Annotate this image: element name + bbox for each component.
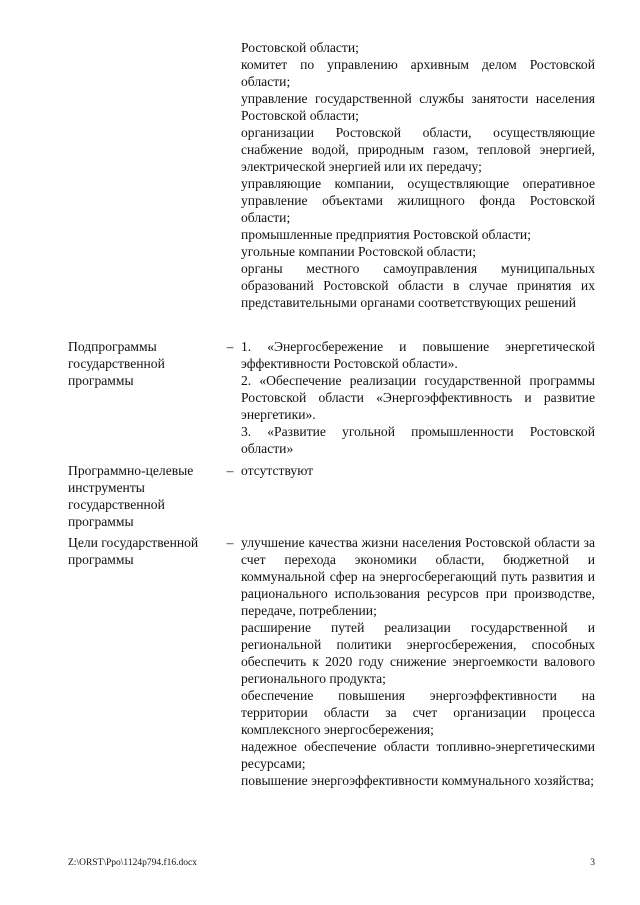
paragraph: обеспечение повышения энергоэффективности на территории области за счет организации процесса комплексного энергосбережения; — [241, 688, 595, 737]
row-content — [241, 39, 595, 311]
paragraph: 3. «Развитие угольной промышленности Ростовской области» — [241, 424, 595, 456]
paragraph: органы местного самоуправления муниципальных образований Ростовской области в случае принятия их представительными органами соответствующих решений — [241, 261, 595, 310]
paragraph: угольные компании Ростовской области; — [241, 244, 476, 259]
paragraph: организации Ростовской области, осуществляющие снабжение водой, природным газом, тепловой энергией, электрической энергией или их передачу; — [241, 125, 595, 174]
paragraph: 1. «Энергосбережение и повышение энергетической эффективности Ростовской области». — [241, 339, 595, 371]
row-content — [241, 338, 595, 457]
paragraph: расширение путей реализации государственной и региональной политики энергосбережения, способных обеспечить к 2020 году снижение энергоемкости валового регионального продукта; — [241, 620, 595, 686]
row-content — [241, 534, 595, 789]
row-dash: – — [226, 339, 234, 354]
row-label: Цели государственной программы — [68, 535, 199, 567]
paragraph: Ростовской области; — [241, 40, 359, 55]
row-content — [241, 462, 595, 479]
paragraph: 2. «Обеспечение реализации государственной программы Ростовской области «Энергоэффективность и развитие энергетики». — [241, 373, 595, 422]
row-label: Подпрограммы государственной программы — [68, 339, 165, 388]
page-number: 3 — [590, 858, 595, 868]
row-dash: – — [226, 535, 234, 550]
row-label: Программно-целевые инструменты государственной программы — [68, 463, 194, 529]
paragraph: надежное обеспечение области топливно-энергетическими ресурсами; — [241, 739, 595, 771]
paragraph: повышение энергоэффективности коммунального хозяйства; — [241, 773, 595, 788]
paragraph: промышленные предприятия Ростовской области; — [241, 227, 531, 242]
paragraph: управляющие компании, осуществляющие оперативное управление объектами жилищного фонда Ростовской области; — [241, 176, 595, 225]
paragraph: комитет по управлению архивным делом Ростовской области; — [241, 57, 595, 89]
row-dash: – — [226, 463, 234, 478]
paragraph: управление государственной службы занятости населения Ростовской области; — [241, 91, 595, 123]
footer-file-path: Z:\ORST\Ppo\1124p794.f16.docx — [68, 858, 197, 868]
paragraph: улучшение качества жизни населения Ростовской области за счет перехода экономики области, бюджетной и коммунальной сфер на энергосберегающий путь развития и рационального использования ресурсов при производстве, передаче, потреблении; — [241, 535, 595, 618]
paragraph: отсутствуют — [241, 463, 314, 478]
